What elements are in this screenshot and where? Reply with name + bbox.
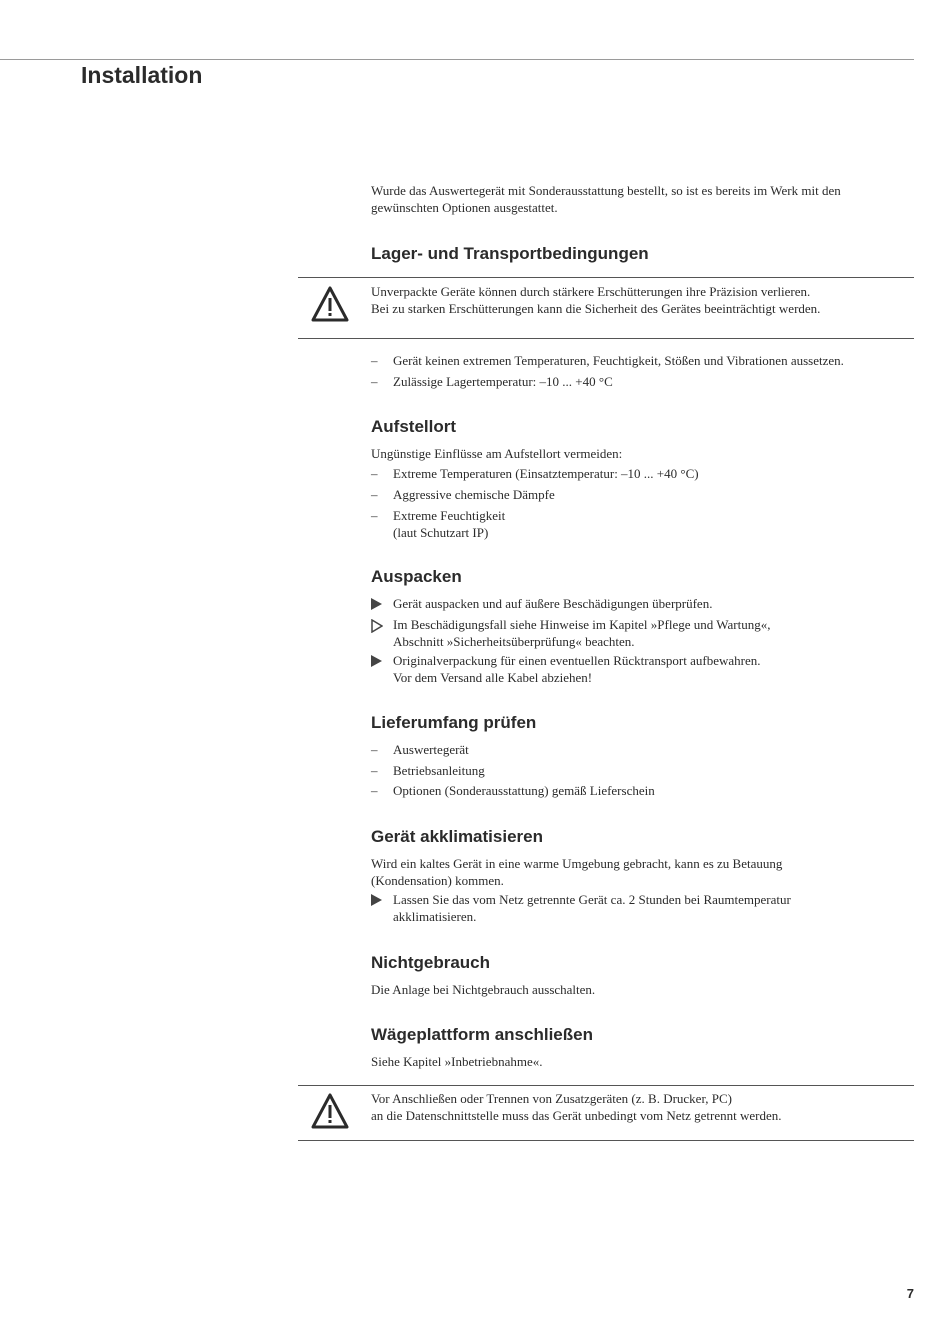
list-item — [371, 783, 911, 800]
list-item-text: Betriebsanleitung — [393, 763, 485, 778]
list-item-text: Aggressive chemische Dämpfe — [393, 487, 555, 502]
dash-marker: – — [371, 466, 378, 481]
warning-text-lager — [371, 284, 911, 317]
paragraph-line: (Kondensation) kommen. — [371, 872, 504, 888]
list-item-text: Im Beschädigungsfall siehe Hinweise im Kapitel »Pflege und Wartung«, — [393, 617, 771, 632]
filled-arrow-icon — [371, 596, 389, 615]
list-item — [371, 508, 911, 541]
list-item — [371, 763, 911, 780]
list-item — [371, 353, 911, 370]
warning-line: Vor Anschließen oder Trennen von Zusatzgeräten (z. B. Drucker, PC) — [371, 1091, 732, 1106]
dash-marker: – — [371, 763, 378, 778]
warning-rule-bottom — [298, 338, 914, 339]
list-item — [371, 617, 911, 650]
heading-akklimatisieren: Gerät akklimatisieren — [371, 827, 543, 846]
warning-rule-top — [298, 1085, 914, 1086]
list-item — [371, 466, 911, 483]
list-item — [371, 596, 911, 613]
warning-rule-top — [298, 277, 914, 278]
warning-triangle-icon — [311, 286, 349, 322]
list-item-text: Gerät keinen extremen Temperaturen, Feuchtigkeit, Stößen und Vibrationen aussetzen. — [393, 353, 844, 368]
list-item-text: Lassen Sie das vom Netz getrennte Gerät ca. 2 Stunden bei Raumtemperatur — [393, 892, 791, 907]
list-item-text: Optionen (Sonderausstattung) gemäß Lieferschein — [393, 783, 655, 798]
page-title: Installation — [81, 62, 203, 88]
warning-triangle-icon — [311, 1093, 349, 1129]
akklimatisieren-paragraph — [371, 856, 911, 889]
heading-nichtgebrauch: Nichtgebrauch — [371, 953, 491, 972]
heading-auspacken: Auspacken — [371, 567, 462, 586]
dash-marker: – — [371, 508, 378, 523]
list-item — [371, 742, 911, 759]
outline-arrow-icon — [371, 617, 389, 638]
list-item-text: akklimatisieren. — [393, 908, 477, 924]
list-item — [371, 892, 911, 925]
heading-lager: Lager- und Transportbedingungen — [371, 244, 649, 263]
list-item — [371, 487, 911, 504]
heading-lieferumfang: Lieferumfang prüfen — [371, 713, 537, 732]
filled-arrow-icon — [371, 892, 389, 911]
heading-waegeplattform: Wägeplattform anschließen — [371, 1025, 593, 1044]
list-item-text: Extreme Feuchtigkeit — [393, 508, 506, 523]
paragraph-line: Wird ein kaltes Gerät in eine warme Umgebung gebracht, kann es zu Betauung — [371, 856, 783, 871]
list-item — [371, 374, 911, 391]
list-item-text: Extreme Temperaturen (Einsatztemperatur: –10 ... +40 °C) — [393, 466, 699, 481]
warning-line: an die Datenschnittstelle muss das Gerät unbedingt vom Netz getrennt werden. — [371, 1107, 782, 1123]
intro-paragraph — [371, 183, 911, 216]
filled-arrow-icon — [371, 653, 389, 672]
list-item-text: (laut Schutzart IP) — [393, 524, 489, 540]
heading-aufstellort: Aufstellort — [371, 417, 456, 436]
warning-rule-bottom — [298, 1140, 914, 1141]
dash-marker: – — [371, 487, 378, 502]
list-item-text: Auswertegerät — [393, 742, 469, 757]
warning-line: Unverpackte Geräte können durch stärkere Erschütterungen ihre Präzision verlieren. — [371, 284, 811, 299]
waegeplattform-text: Siehe Kapitel »Inbetriebnahme«. — [371, 1054, 543, 1069]
intro-line: Wurde das Auswertegerät mit Sonderausstattung bestellt, so ist es bereits im Werk mit den — [371, 183, 841, 198]
nichtgebrauch-text: Die Anlage bei Nichtgebrauch ausschalten. — [371, 982, 596, 997]
list-item — [371, 653, 911, 686]
dash-marker: – — [371, 353, 378, 368]
list-item-text: Abschnitt »Sicherheitsüberprüfung« beachten. — [393, 633, 635, 649]
intro-line: gewünschten Optionen ausgestattet. — [371, 199, 558, 215]
dash-marker: – — [371, 742, 378, 757]
warning-line: Bei zu starken Erschütterungen kann die Sicherheit des Gerätes beeinträchtigt werden. — [371, 300, 821, 316]
dash-marker: – — [371, 783, 378, 798]
list-item-text: Zulässige Lagertemperatur: –10 ... +40 °C — [393, 374, 613, 389]
warning-text-waegeplattform — [371, 1091, 911, 1124]
list-item-text: Originalverpackung für einen eventuellen Rücktransport aufbewahren. — [393, 653, 761, 668]
aufstellort-intro: Ungünstige Einflüsse am Aufstellort vermeiden: — [371, 446, 623, 461]
list-item-text: Vor dem Versand alle Kabel abziehen! — [393, 669, 593, 685]
dash-marker: – — [371, 374, 378, 389]
list-item-text: Gerät auspacken und auf äußere Beschädigungen überprüfen. — [393, 596, 713, 611]
page-number: 7 — [906, 1286, 914, 1301]
